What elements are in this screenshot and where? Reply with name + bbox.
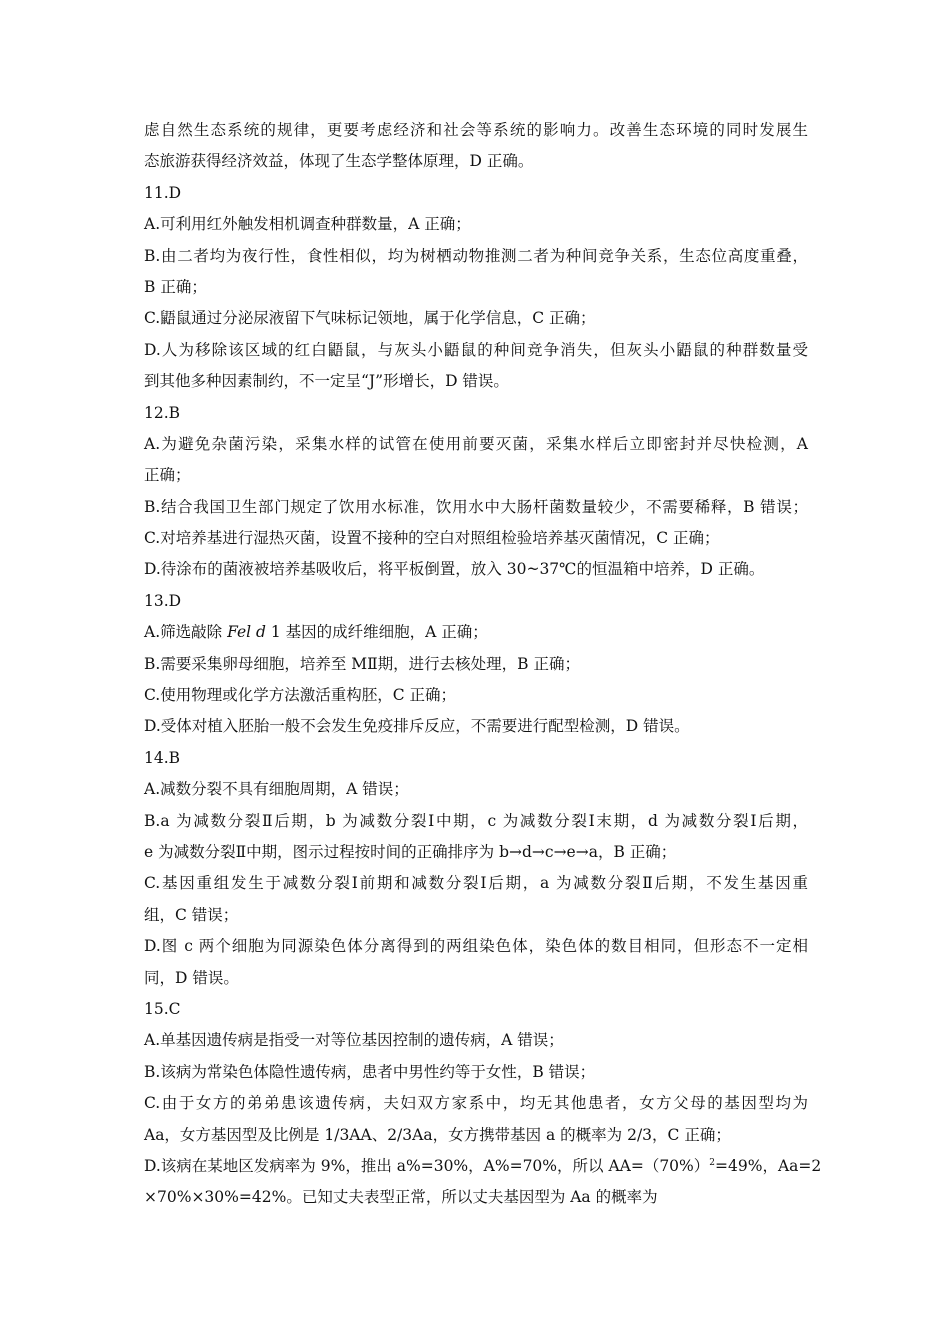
text-line-main: B.a 为减数分裂Ⅱ后期，b 为减数分裂Ⅰ中期，c 为减数分裂Ⅰ末期，d 为减数分裂Ⅰ后期， bbox=[144, 811, 808, 830]
text-line-main: A.单基因遗传病是指受一对等位基因控制的遗传病，A 错误； bbox=[144, 1031, 564, 1050]
text-line bbox=[144, 554, 808, 585]
text-line-main: B.结合我国卫生部门规定了饮用水标准，饮用水中大肠杆菌数量较少，不需要稀释，B 错误； bbox=[144, 497, 808, 516]
gene-name-italic: Fel d bbox=[227, 623, 266, 642]
text-line-main: D.待涂布的菌液被培养基吸收后，将平板倒置，放入 30~37℃的恒温箱中培养，D 正确。 bbox=[144, 560, 765, 579]
text-line-main: 12.B bbox=[144, 403, 181, 422]
text-line-main: Aa，女方基因型及比例是 1/3AA、2/3Aa，女方携带基因 a 的概率为 2/3，C 正确； bbox=[144, 1125, 731, 1144]
text-line-main: 14.B bbox=[144, 748, 181, 767]
text-line bbox=[144, 429, 808, 460]
text-line bbox=[144, 900, 808, 931]
text-line bbox=[144, 711, 808, 742]
text-line bbox=[144, 586, 808, 617]
text-line bbox=[144, 209, 808, 240]
text-line-main: C.对培养基进行湿热灭菌，设置不接种的空白对照组检验培养基灭菌情况，C 正确； bbox=[144, 529, 720, 548]
text-line-main: B.该病为常染色体隐性遗传病，患者中男性约等于女性，B 错误； bbox=[144, 1062, 596, 1081]
text-line-main: 13.D bbox=[144, 591, 182, 610]
text-line-main: 组，C 错误； bbox=[144, 905, 239, 924]
text-line-tail: =49%，Aa=2 bbox=[715, 1156, 822, 1175]
text-line bbox=[144, 523, 808, 554]
text-line bbox=[144, 335, 808, 366]
text-line bbox=[144, 649, 808, 680]
text-line-main: D.图 c 两个细胞为同源染色体分离得到的两组染色体，染色体的数目相同，但形态不一定相 bbox=[144, 937, 808, 956]
text-line-main: A.为避免杂菌污染，采集水样的试管在使用前要灭菌，采集水样后立即密封并尽快检测，A bbox=[144, 434, 808, 453]
text-line-main: 11.D bbox=[144, 183, 182, 202]
text-line-main: 15.C bbox=[144, 999, 181, 1018]
text-line bbox=[144, 115, 808, 146]
text-line-main: 态旅游获得经济效益，体现了生态学整体原理，D 正确。 bbox=[144, 152, 534, 171]
text-line-main: 到其他多种因素制约，不一定呈“J”形增长，D 错误。 bbox=[144, 372, 509, 391]
text-line bbox=[144, 1120, 808, 1151]
text-line bbox=[144, 241, 808, 272]
text-line-tail: 1 基因的成纤维细胞，A 正确； bbox=[265, 623, 488, 642]
text-line bbox=[144, 303, 808, 334]
text-line bbox=[144, 868, 808, 899]
text-line-main: B.由二者均为夜行性，食性相似，均为树栖动物推测二者为种间竞争关系，生态位高度重叠， bbox=[144, 246, 808, 265]
text-line bbox=[144, 398, 808, 429]
text-line bbox=[144, 1057, 808, 1088]
text-line-main: C.鼯鼠通过分泌尿液留下气味标记领地，属于化学信息，C 正确； bbox=[144, 309, 596, 328]
text-line-main: D.该病在某地区发病率为 9%，推出 a%=30%，A%=70%，所以 AA=（70%） bbox=[144, 1156, 710, 1175]
text-line bbox=[144, 492, 808, 523]
text-line bbox=[144, 963, 808, 994]
text-line bbox=[144, 931, 808, 962]
text-line bbox=[144, 272, 808, 303]
text-line bbox=[144, 680, 808, 711]
text-line bbox=[144, 1182, 808, 1213]
text-line bbox=[144, 366, 808, 397]
text-line bbox=[144, 460, 808, 491]
text-line-main: e 为减数分裂Ⅱ中期，图示过程按时间的正确排序为 b→d→c→e→a，B 正确； bbox=[144, 842, 677, 861]
text-line bbox=[144, 617, 808, 648]
text-line bbox=[144, 774, 808, 805]
superscript: 2 bbox=[709, 1157, 716, 1168]
text-line-main: D.人为移除该区域的红白鼯鼠，与灰头小鼯鼠的种间竞争消失，但灰头小鼯鼠的种群数量受 bbox=[144, 340, 808, 359]
text-line bbox=[144, 146, 808, 177]
text-line bbox=[144, 994, 808, 1025]
text-line bbox=[144, 1025, 808, 1056]
answer-explanation-text bbox=[144, 115, 822, 1214]
text-line bbox=[144, 743, 808, 774]
text-line bbox=[144, 178, 808, 209]
text-line-main: C.由于女方的弟弟患该遗传病，夫妇双方家系中，均无其他患者，女方父母的基因型均为 bbox=[144, 1094, 808, 1113]
text-line-main: ×70%×30%=42%。已知丈夫表型正常，所以丈夫基因型为 Aa 的概率为 bbox=[144, 1188, 658, 1207]
text-line-main: C.使用物理或化学方法激活重构胚，C 正确； bbox=[144, 686, 457, 705]
text-line-main: A.可利用红外触发相机调查种群数量，A 正确； bbox=[144, 215, 471, 234]
text-line-main: C.基因重组发生于减数分裂Ⅰ前期和减数分裂Ⅰ后期，a 为减数分裂Ⅱ后期，不发生基因重 bbox=[144, 874, 808, 893]
text-line-main: 虑自然生态系统的规律，更要考虑经济和社会等系统的影响力。改善生态环境的同时发展生 bbox=[144, 121, 808, 139]
text-line-main: A.减数分裂不具有细胞周期，A 错误； bbox=[144, 780, 409, 799]
text-line bbox=[144, 837, 808, 868]
text-line-main: 同，D 错误。 bbox=[144, 968, 239, 987]
text-line-main: B.需要采集卵母细胞，培养至 MⅡ期，进行去核处理，B 正确； bbox=[144, 654, 580, 673]
text-line bbox=[144, 806, 808, 837]
text-line bbox=[144, 1088, 808, 1119]
text-line-main: B 正确； bbox=[144, 277, 207, 296]
text-line-main: D.受体对植入胚胎一般不会发生免疫排斥反应，不需要进行配型检测，D 错误。 bbox=[144, 717, 690, 736]
text-line-main: A.筛选敲除 bbox=[144, 623, 228, 642]
text-line-main: 正确； bbox=[144, 466, 191, 485]
text-line bbox=[144, 1151, 822, 1182]
